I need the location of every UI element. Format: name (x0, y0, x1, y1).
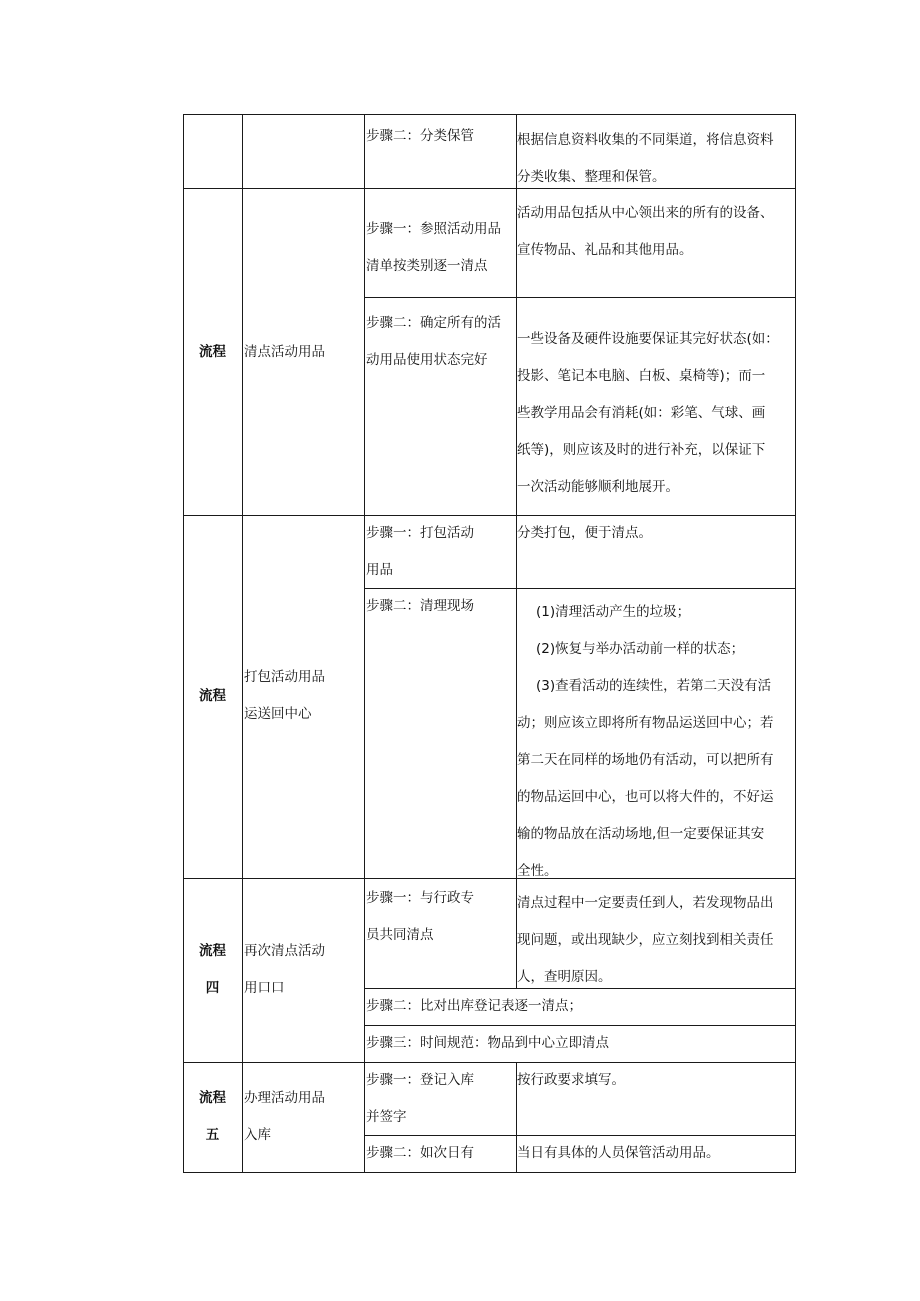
task-cell: 再次清点活动 用口口 (244, 943, 325, 996)
step-cell: 步骤二：清理现场 (366, 598, 474, 614)
description-cell: 根据信息资料收集的不同渠道，将信息资料 分类收集、整理和保管。 (517, 132, 774, 185)
column-divider (364, 114, 365, 1173)
table-border-left (183, 114, 184, 1173)
step-cell: 步骤一：登记入库 并签字 (366, 1072, 474, 1125)
task-cell: 打包活动用品 运送回中心 (244, 669, 325, 722)
step-cell: 步骤三：时间规范：物品到中心立即清点 (366, 1035, 609, 1051)
flow-label: 流程 (199, 344, 226, 360)
flow-label: 流程 (199, 688, 226, 704)
step-cell: 步骤一：打包活动 用品 (366, 525, 474, 578)
process-table (183, 114, 796, 1173)
step-cell: 步骤二：确定所有的活 动用品使用状态完好 (366, 315, 501, 368)
step-cell: 步骤二：分类保管 (366, 128, 474, 144)
description-cell: 一些设备及硬件设施要保证其完好状态(如： 投影、笔记本电脑、白板、桌椅等)；而一 些教学用品会有消耗(如：彩笔、气球、画 纸等)，则应该及时的进行补充，以保证下 一次活动能够顺利地展开。 (517, 331, 779, 495)
description-cell: 清点过程中一定要责任到人，若发现物品出 现问题，或出现缺少，应立刻找到相关责任 人，查明原因。 (517, 895, 774, 985)
step-cell: 步骤一：参照活动用品 清单按类别逐一清点 (366, 221, 501, 274)
task-cell: 办理活动用品 入库 (244, 1090, 325, 1143)
table-border-bottom (183, 1172, 796, 1173)
step-cell: 步骤一：与行政专 员共同清点 (366, 890, 474, 943)
table-border-top (183, 114, 796, 115)
step-divider (364, 297, 796, 298)
column-divider (242, 114, 243, 1173)
description-cell: 当日有具体的人员保管活动用品。 (517, 1145, 720, 1161)
step-cell: 步骤二：比对出库登记表逐一清点； (366, 998, 582, 1014)
step-cell: 步骤二：如次日有 (366, 1145, 474, 1161)
task-cell: 清点活动用品 (244, 344, 325, 360)
flow-label: 流程 五 (199, 1090, 226, 1143)
table-border-right (795, 114, 796, 1173)
description-cell: (1)清理活动产生的垃圾； (2)恢复与举办活动前一样的状态； (3)查看活动的连续性，若第二天没有活 动；则应该立即将所有物品运送回中心；若 第二天在同样的场地仍有活动，可以把所有 的物品运回中心，也可以将大件的，不好运 输的物品放在活动场地,但一定要保证其安 全性。 (517, 604, 774, 879)
description-cell: 活动用品包括从中心领出来的所有的设备、 宣传物品、礼品和其他用品。 (517, 205, 774, 258)
description-cell: 按行政要求填写。 (517, 1072, 625, 1088)
description-cell: 分类打包，便于清点。 (517, 525, 652, 541)
flow-label: 流程 四 (199, 943, 226, 996)
